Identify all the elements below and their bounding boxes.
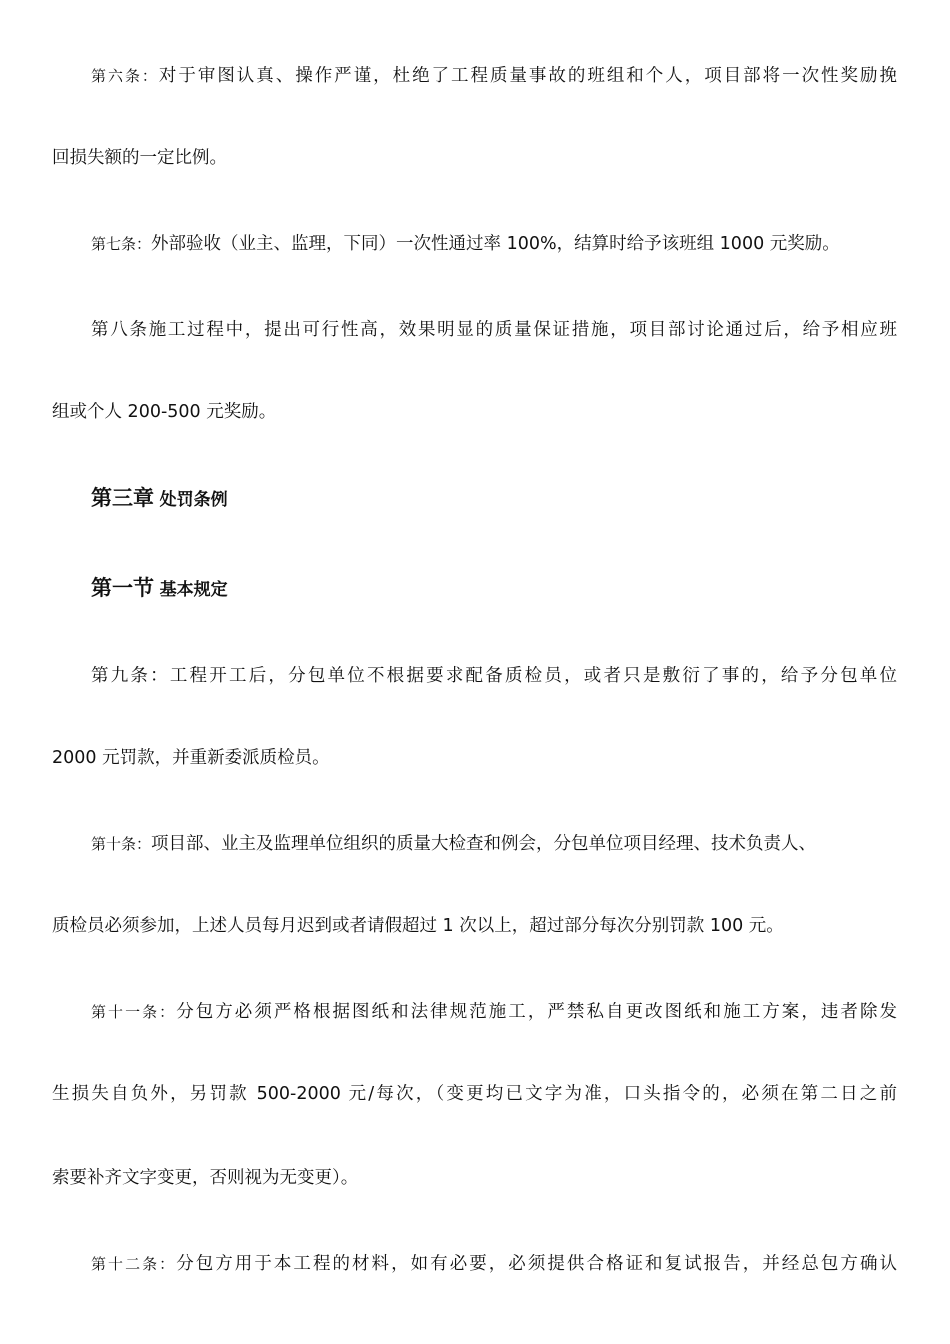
article-6-line-1: [91, 64, 897, 88]
chapter-heading: [91, 486, 228, 512]
section-heading: [91, 576, 228, 602]
article-12-label: 第十二条：: [91, 1255, 177, 1273]
article-11-line-2: 生损失自负外，另罚款 500-2000 元/每次，（变更均已文字为准，口头指令的，必须在第二日之前: [52, 1084, 897, 1104]
article-8-line-2: 组或个人 200-500 元奖励。: [52, 402, 277, 422]
article-6-text-1: 对于审图认真、操作严谨，杜绝了工程质量事故的班组和个人，项目部将一次性奖励挽: [158, 66, 897, 86]
chapter-title: 处罚条例: [159, 490, 228, 510]
article-11-line-1: [91, 1000, 897, 1024]
article-7-text-1: 外部验收（业主、监理，下同）一次性通过率 100%，结算时给予该班组 1000 元奖励。: [151, 234, 840, 254]
section-number: 第一节: [91, 576, 154, 600]
article-11-label: 第十一条：: [91, 1003, 177, 1021]
article-6-label: 第六条：: [91, 67, 159, 85]
article-8-line-1: 第八条施工过程中，提出可行性高，效果明显的质量保证措施，项目部讨论通过后，给予相应班: [91, 320, 897, 340]
article-11-text-1: 分包方必须严格根据图纸和法律规范施工，严禁私自更改图纸和施工方案，违者除发: [176, 1002, 897, 1022]
article-12-text-1: 分包方用于本工程的材料，如有必要，必须提供合格证和复试报告，并经总包方确认: [176, 1254, 897, 1274]
article-6-line-2: 回损失额的一定比例。: [52, 148, 227, 168]
article-10-text-1: 项目部、业主及监理单位组织的质量大检查和例会，分包单位项目经理、技术负责人、: [151, 834, 817, 854]
article-9-line-1: 第九条：工程开工后，分包单位不根据要求配备质检员，或者只是敷衍了事的，给予分包单位: [91, 666, 897, 686]
article-10-line-1: [91, 832, 816, 856]
article-9-line-2: 2000 元罚款，并重新委派质检员。: [52, 748, 330, 768]
article-12-line-1: [91, 1252, 897, 1276]
section-title: 基本规定: [159, 580, 228, 600]
article-10-line-2: 质检员必须参加，上述人员每月迟到或者请假超过 1 次以上，超过部分每次分别罚款 100 元。: [52, 916, 784, 936]
article-7-label: 第七条：: [91, 235, 152, 253]
article-11-line-3: 索要补齐文字变更，否则视为无变更）。: [52, 1168, 359, 1188]
article-7-line-1: [91, 232, 840, 256]
chapter-number: 第三章: [91, 486, 154, 510]
article-10-label: 第十条：: [91, 835, 152, 853]
